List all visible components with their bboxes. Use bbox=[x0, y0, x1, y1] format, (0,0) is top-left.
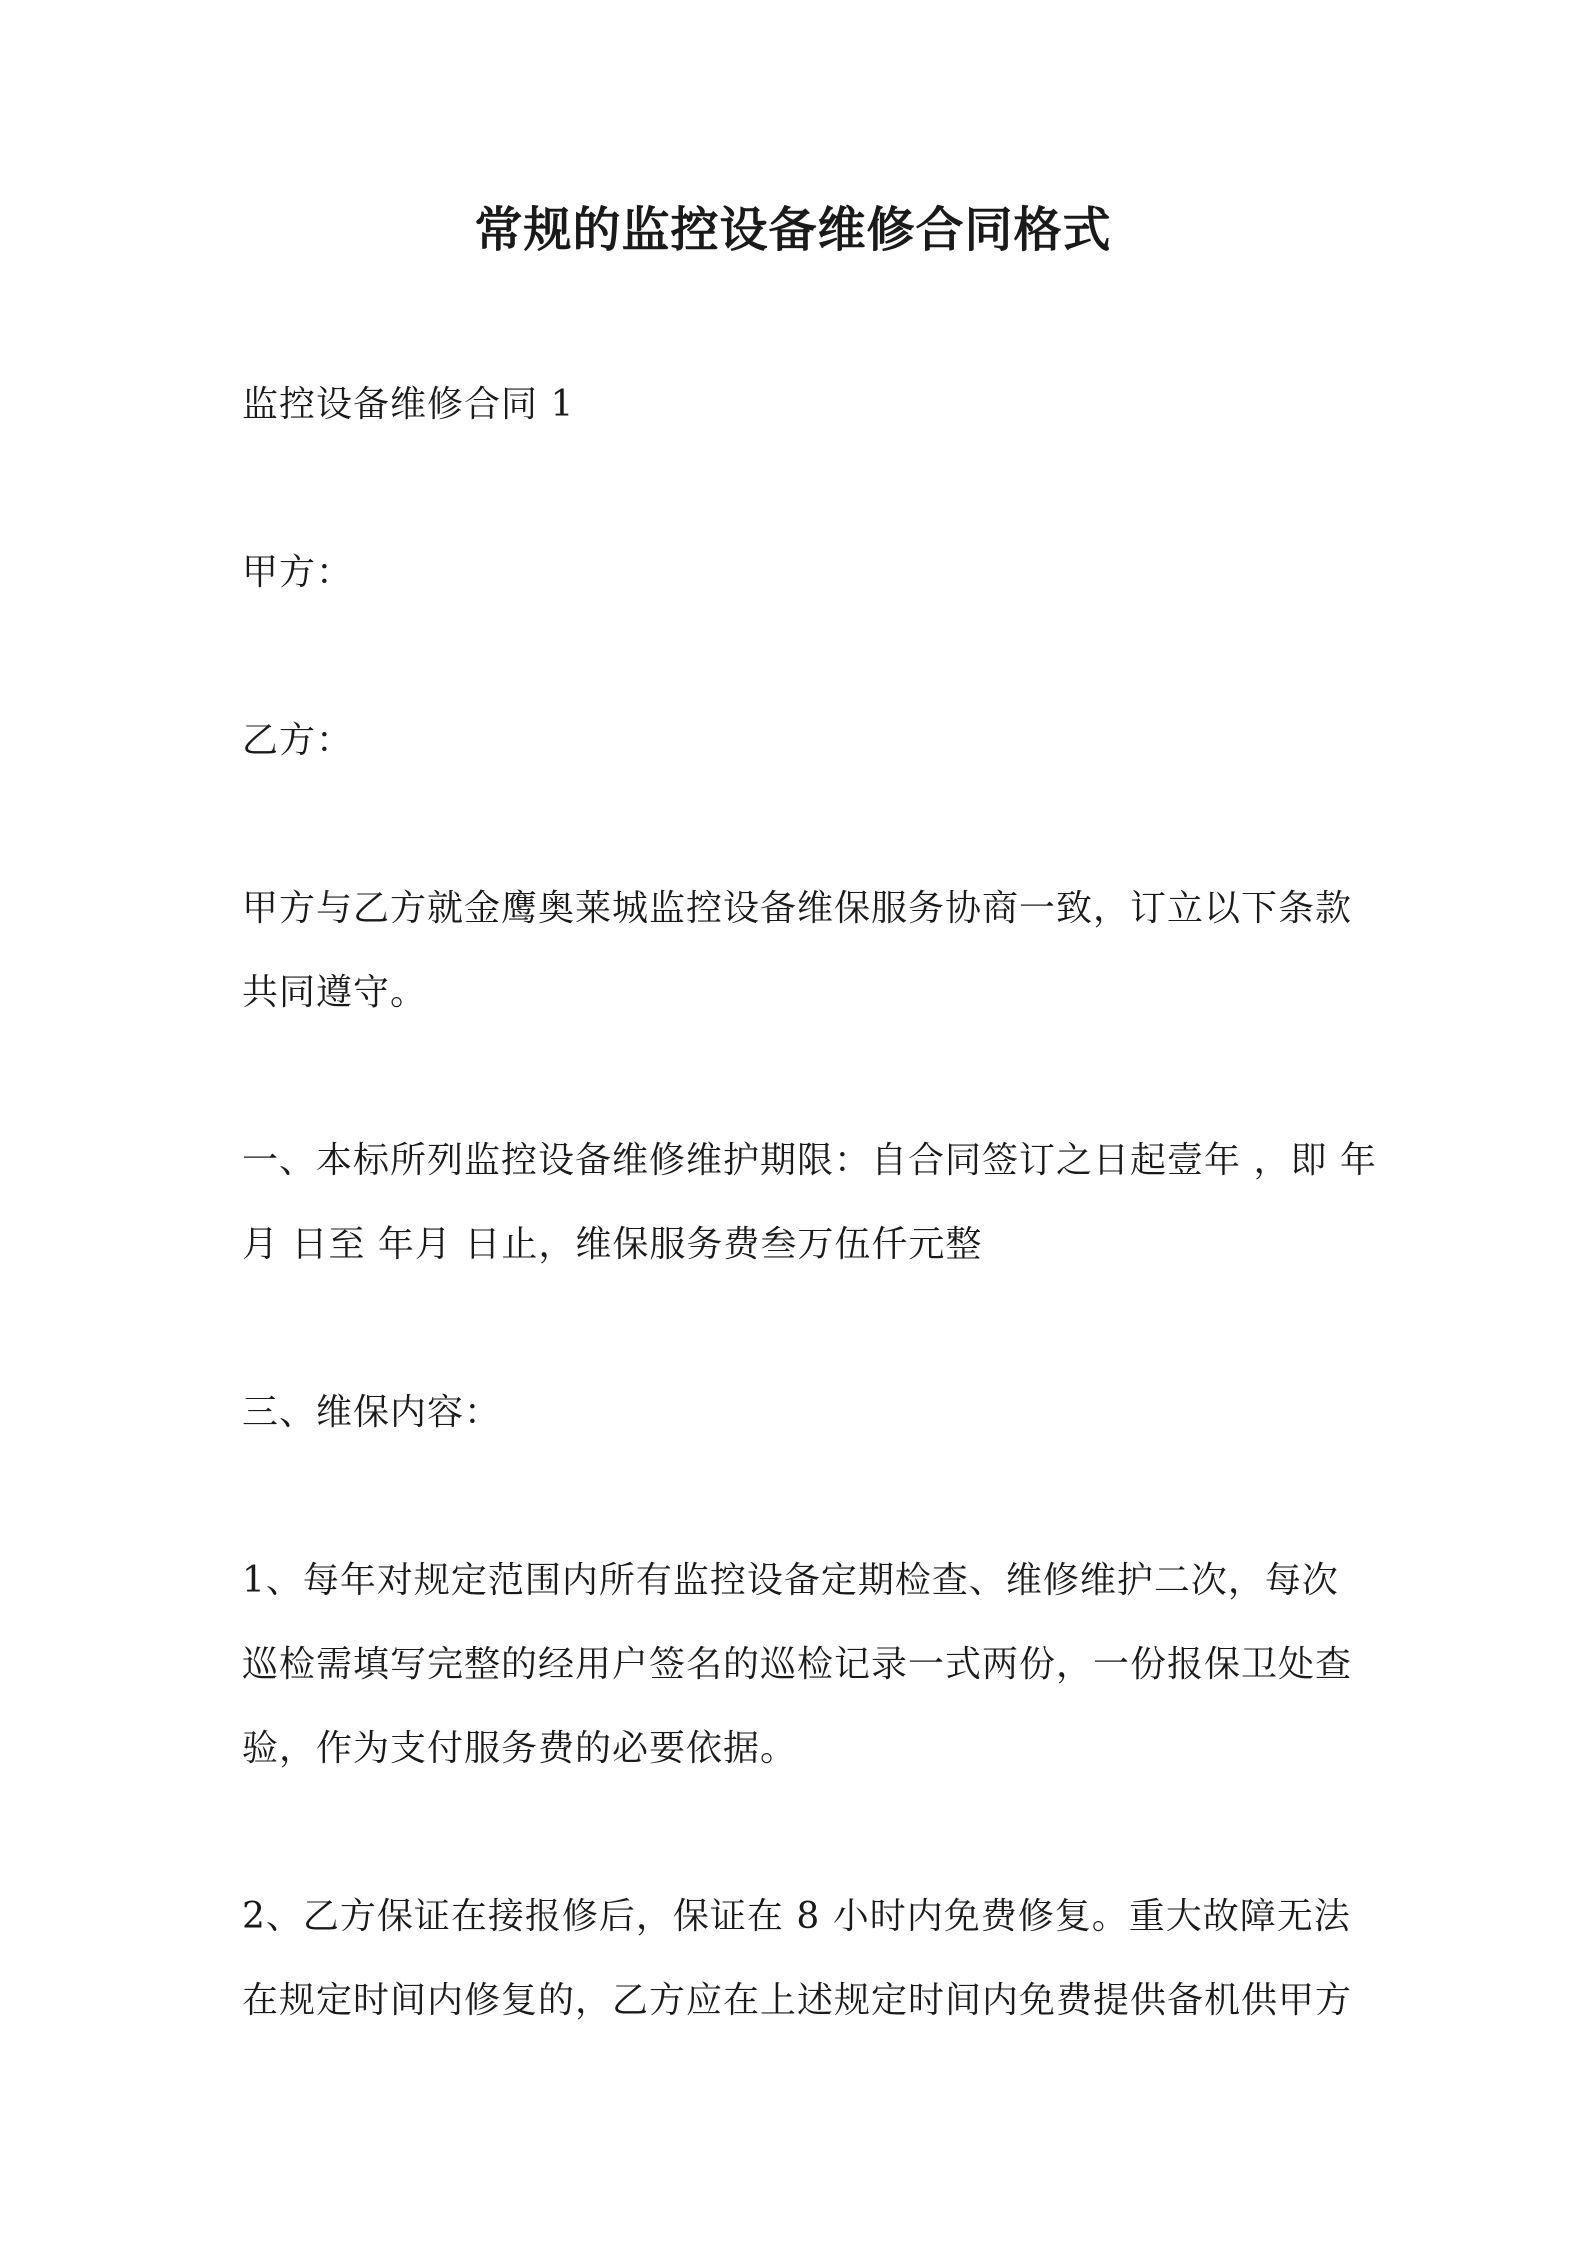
item-1-line-2: 巡检需填写完整的经用户签名的巡检记录一式两份，一份报保卫处查 bbox=[242, 1644, 1353, 1685]
document-title: 常规的监控设备维修合同格式 bbox=[474, 202, 1112, 258]
clause-1-line-2: 月 日至 年月 日止，维保服务费叁万伍仟元整 bbox=[242, 1224, 983, 1265]
paragraph-intro-line-2: 共同遵守。 bbox=[242, 972, 428, 1013]
clause-3-heading: 三、维保内容： bbox=[242, 1392, 502, 1433]
item-1-line-3: 验，作为支付服务费的必要依据。 bbox=[242, 1728, 798, 1769]
paragraph-intro-line-1: 甲方与乙方就金鹰奥莱城监控设备维保服务协商一致，订立以下条款 bbox=[242, 888, 1353, 929]
clause-1-line-1: 一、本标所列监控设备维修维护期限：自合同签订之日起壹年 ，即 年 bbox=[242, 1140, 1377, 1181]
item-1-line-1: 1、每年对规定范围内所有监控设备定期检查、维修维护二次，每次 bbox=[242, 1560, 1339, 1601]
item-2-line-2: 在规定时间内修复的，乙方应在上述规定时间内免费提供备机供甲方 bbox=[242, 1980, 1353, 2021]
item-2-line-1: 2、乙方保证在接报修后，保证在 8 小时内免费修复。重大故障无法 bbox=[242, 1896, 1351, 1937]
party-a-line: 甲方： bbox=[242, 552, 354, 593]
contract-heading: 监控设备维修合同 1 bbox=[242, 384, 575, 425]
party-b-line: 乙方： bbox=[242, 720, 354, 761]
